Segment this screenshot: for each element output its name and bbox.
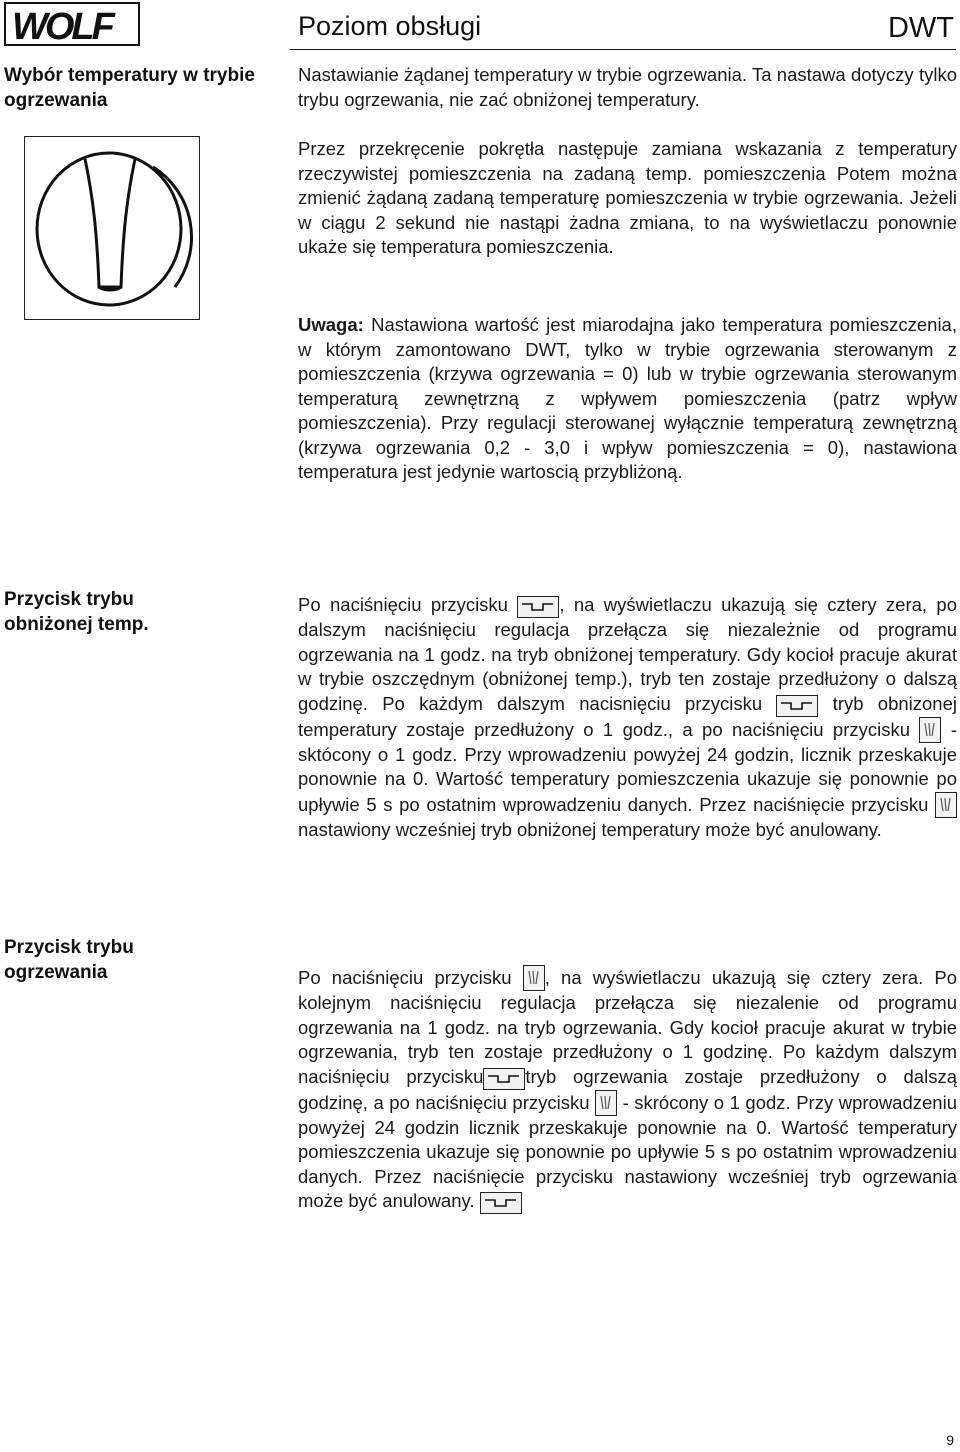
header-rule [290,49,956,50]
text-segment: Po naciśnięciu przycisku [298,594,518,615]
heating-mode-paragraph [298,965,957,1214]
intro-paragraph: Nastawianie żądanej temperatury w trybie ogrzewania. Ta nastawa dotyczy tylko trybu ogrzewania, nie zać obniżonej temperatury. [298,64,957,110]
temperature-knob-icon [25,137,198,318]
note-label: Uwaga: [298,314,364,335]
page-number: 9 [946,1432,954,1448]
logo-frame [4,2,140,46]
note-paragraph [298,313,957,485]
text-segment: tryb obnizonej temperatury zostaje przedłużony o 1 godz., a po naciśnięciu przycisku [298,692,957,740]
knob-illustration [24,136,200,320]
reduced-temperature-mode-icon[interactable] [776,695,818,717]
heating-mode-icon[interactable] [935,792,957,818]
text-segment: , na wyświetlaczu ukazują się cztery zera, po dalszym naciśnięciu regulacja przełącza się niezależnie od programu ogrzewania na 1 godz. na tryb obniżonej temperatury. Gdy kocioł pracuje akurat w trybie oszczędnym (obniżonej temp.), tryb ten zostaje przedłużony o dalszą godzinę. Po każdym dalszym nacisnięciu przycisku [298,594,957,714]
knob-description-paragraph: Przez przekręcenie pokrętła następuje zamiana wskazania z temperatury rzeczywistej pomieszczenia na zadaną temp. pomieszczenia Potem można zmienić żądaną zadaną temperaturę pomieszczenia w trybie ogrzewania. Jeżeli w ciągu 2 sekund nie nastąpi żadna zmiana, to na wyświetlaczu ponownie ukaże się temperatura pomieszczenia. [298,138,957,257]
heating-mode-icon[interactable] [523,965,545,991]
text-segment: nastawiony wcześniej tryb obniżonej temperatury może być anulowany. [298,818,882,840]
text-segment: - skrócony o 1 godz. Przy wprowadzeniu powyżej 24 godzin licznik przeskakuje ponownie na 0. Wartość temperatury pomieszczenia ukazuje się ponownie po upływie 5 s po ostatnim wprowadzeniu danych. Przez naciśnięcie przycisku nastawiony wcześniej tryb ogrzewania może być anulowany. [298,1091,957,1211]
note-text: Nastawiona wartość jest miarodajna jako temperatura pomieszczenia, w którym zamontowano DWT, tylko w trybie ogrzewania sterowanym z pomieszczenia (krzywa ogrzewania = 0) lub w trybie ogrzewania sterowanym temperaturą zewnętrzną z wpływem pomieszczenia (patrz wpływ pomieszczenia). Przy regulacji sterowanej wyłącznie temperaturą zewnętrzną (krzywa ogrzewania 0,2 - 3,0 i wpływ pomieszczenia = 0), nastawiona temperatura jest jedynie wartoscią przybliżoną. [298,314,957,482]
heating-mode-icon[interactable] [919,717,941,743]
reduced-temperature-mode-icon[interactable] [517,596,559,618]
section-reduced-label: Przycisk trybu obniżonej temp. [4,589,149,635]
wolf-logo [4,2,140,46]
reduced-temperature-mode-icon[interactable] [480,1192,522,1214]
device-name: DWT [887,12,954,44]
section-heating-label: Przycisk trybu ogrzewania [4,937,134,983]
section-temperature-label: Wybór temperatury w trybie ogrzewania [4,65,255,111]
reduced-mode-paragraph [298,593,957,842]
reduced-temperature-mode-icon[interactable] [483,1068,525,1090]
text-segment: - sktócony o 1 godz. Przy wprowadzeniu powyżej 24 godzin, licznik przeskakuje ponownie na 0. Wartość temperatury pomieszczenia ukazuje się ponownie po upływie 5 s po ostatnim wprowadzeniu danych. Przez naciśnięcie przycisku [298,718,957,815]
heating-mode-icon[interactable] [595,1090,617,1116]
text-segment: tryb ogrzewania zostaje przedłużony o dalszą godzinę, a po naciśnięciu przycisku [298,1065,957,1113]
text-segment: , na wyświetlaczu ukazują się cztery zera. Po kolejnym naciśnięciu regulacja przełącza się niezalenie od programu ogrzewania na 1 godz. na tryb ogrzewania. Gdy kocioł pracuje akurat w trybie ogrzewania, tryb ten zostaje przedłużony o 1 godzinę. Po każdym dalszym naciśnięciu przycisku [298,967,958,1087]
text-segment: Po naciśnięciu przycisku [298,967,523,988]
page-title: Poziom obsługi [298,11,482,41]
logo-text: WOLF [12,6,112,46]
